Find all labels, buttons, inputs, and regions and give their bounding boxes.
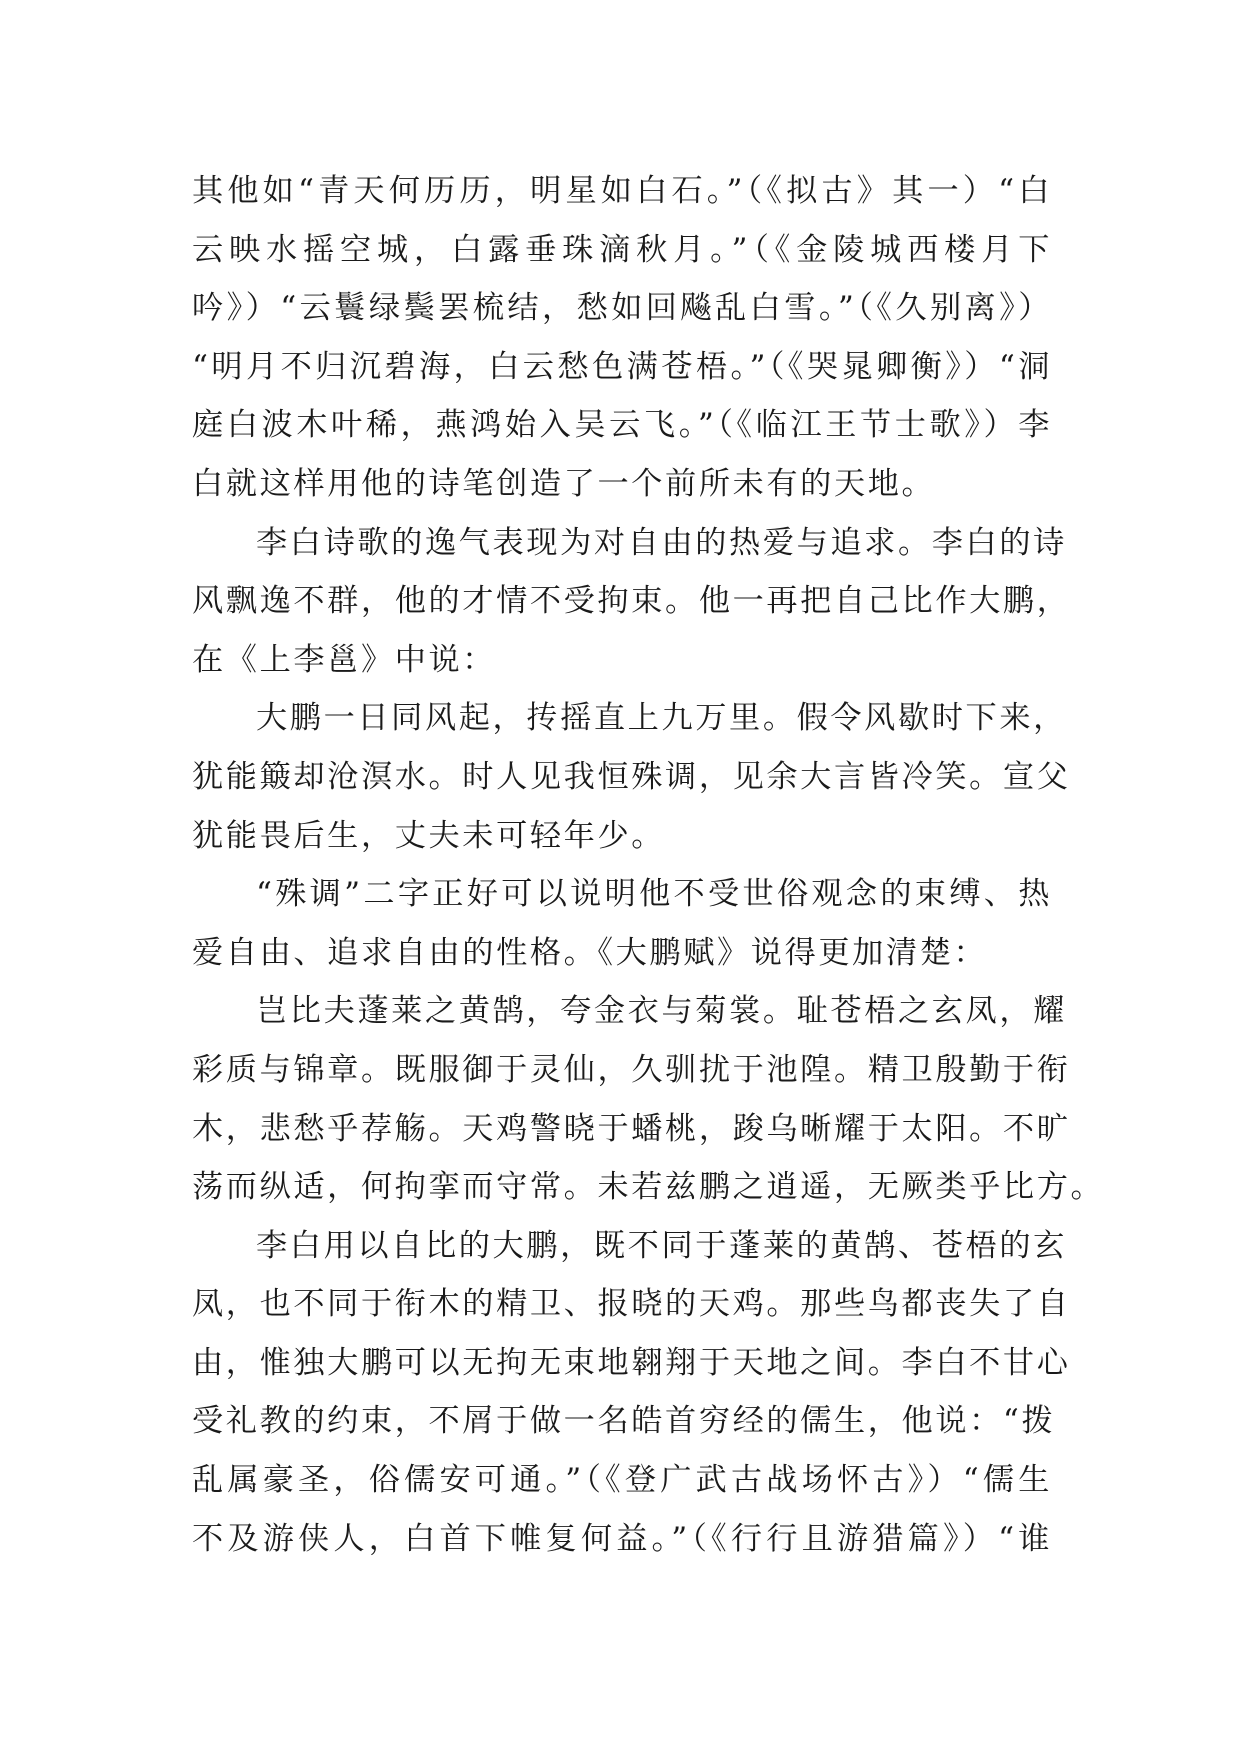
text-line: 不及游侠人，白首下帷复何益。”（《行行且游猎篇》）“谁 [192, 1520, 1052, 1557]
text-line: 凤，也不同于衔木的精卫、报晓的天鸡。那些鸟都丧失了自 [192, 1286, 1071, 1323]
text-line: 李白用以自比的大鹏，既不同于蓬莱的黄鹄、苍梧的玄 [256, 1227, 1067, 1264]
text-line: 其他如“青天何历历，明星如白石。”（《拟古》其一）“白 [192, 173, 1052, 209]
text-line: “明月不归沉碧海，白云愁色满苍梧。”（《哭晁卿衡》）“洞 [192, 348, 1052, 385]
text-line: 李白诗歌的逸气表现为对自由的热爱与追求。李白的诗 [256, 524, 1067, 561]
text-line: 云映水摇空城，白露垂珠滴秋月。”（《金陵城西楼月下 [192, 231, 1052, 268]
text-line: 白就这样用他的诗笔创造了一个前所未有的天地。 [192, 465, 936, 502]
text-line: 彩质与锦章。既服御于灵仙，久驯扰于池隍。精卫殷勤于衔 [192, 1051, 1071, 1088]
text-line: 乱属豪圣，俗儒安可通。”（《登广武古战场怀古》）“儒生 [192, 1462, 1052, 1499]
text-line: 吟》）“云鬟绿鬓罢梳结，愁如回飚乱白雪。”（《久别离》） [192, 290, 1052, 327]
paragraph [192, 982, 1105, 1216]
text-line: 木，悲愁乎荐觞。天鸡警晓于蟠桃，踆乌晰耀于太阳。不旷 [192, 1110, 1071, 1147]
paragraph [192, 162, 1052, 514]
text-line: 大鹏一日同风起，抟摇直上九万里。假令风歇时下来， [256, 700, 1067, 737]
paragraph [192, 1217, 1071, 1569]
text-line: 犹能簸却沧溟水。时人见我恒殊调，见余大言皆冷笑。宣父 [192, 758, 1071, 795]
text-line: 受礼教的约束，不屑于做一名皓首穷经的儒生，他说：“拨 [192, 1403, 1056, 1440]
text-line: “殊调”二字正好可以说明他不受世俗观念的束缚、热 [256, 876, 1052, 913]
text-line: 由，惟独大鹏可以无拘无束地翱翔于天地之间。李白不甘心 [192, 1344, 1071, 1381]
paragraph [192, 514, 1071, 690]
paragraph [192, 865, 1052, 982]
text-line: 风飘逸不群，他的才情不受拘束。他一再把自己比作大鹏， [192, 583, 1071, 620]
text-line: 荡而纵适，何拘挛而守常。未若兹鹏之逍遥，无厥类乎比方。 [192, 1169, 1105, 1206]
text-line: 爱自由、追求自由的性格。《大鹏赋》说得更加清楚： [192, 934, 988, 971]
text-line: 庭白波木叶稀，燕鸿始入吴云飞。”（《临江王节士歌》）李 [192, 407, 1052, 444]
text-line: 犹能畏后生，丈夫未可轻年少。 [192, 817, 666, 854]
text-line: 岂比夫蓬莱之黄鹄，夸金衣与菊裳。耻苍梧之玄凤，耀 [256, 993, 1067, 1030]
text-line: 在《上李邕》中说： [192, 641, 497, 678]
document-body [192, 162, 1105, 1568]
paragraph [192, 689, 1071, 865]
